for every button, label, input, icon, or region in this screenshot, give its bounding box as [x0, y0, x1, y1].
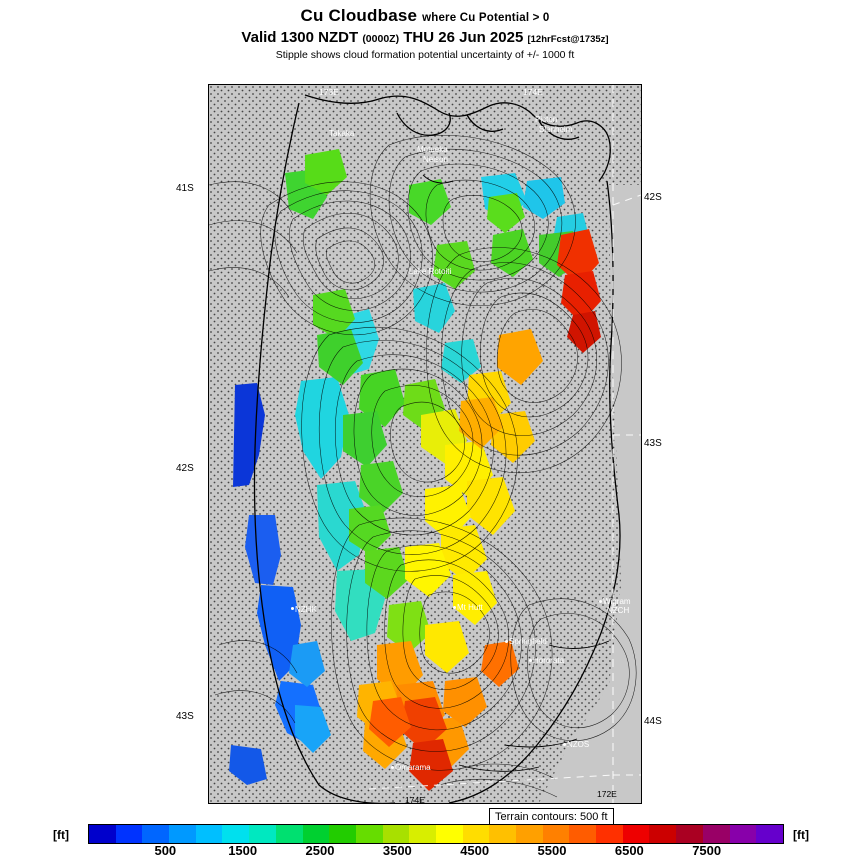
colorbar-cell-22	[676, 825, 703, 843]
axis-label: 42S	[644, 192, 662, 203]
colorbar-cell-10	[356, 825, 383, 843]
place-label-lake-rotoiti: Lake Rotoiti	[409, 267, 452, 276]
colorbar-cell-18	[569, 825, 596, 843]
station-dot-icon	[391, 766, 394, 769]
station-dot-icon	[291, 607, 294, 610]
valid-time-utc: (0000Z)	[362, 33, 400, 45]
colorbar-cell-2	[142, 825, 169, 843]
lon-label-172e: 172E	[597, 789, 617, 799]
colorbar-tick-labels	[88, 843, 784, 859]
colorbar-cell-3	[169, 825, 196, 843]
place-label-omarama: Omarama	[395, 763, 431, 772]
colorbar	[88, 824, 784, 844]
colorbar-cell-11	[383, 825, 410, 843]
place-label-springfield: Springfield	[509, 637, 547, 646]
place-label-mt-hutt: Mt Hutt	[457, 603, 483, 612]
station-dot-icon	[505, 640, 508, 643]
place-label-blenheim: Blenheim	[539, 125, 573, 134]
terrain-contour-note: Terrain contours: 500 ft	[489, 808, 614, 827]
colorbar-unit-left: [ft]	[53, 828, 69, 842]
lon-label-174e: 174E	[523, 87, 543, 97]
colorbar-cell-1	[116, 825, 143, 843]
place-label-nzos: NZOS	[567, 740, 590, 749]
station-dot-icon	[529, 659, 532, 662]
colorbar-cell-0	[89, 825, 116, 843]
lon-label-174e-bottom: 174E	[405, 795, 425, 804]
place-label-wigram: Wigram	[603, 597, 631, 606]
colorbar-cell-5	[222, 825, 249, 843]
place-label-hororata: Hororata	[533, 656, 565, 665]
colorbar-tick: 2500	[305, 843, 335, 858]
title-line-1	[0, 6, 850, 26]
colorbar-cell-7	[276, 825, 303, 843]
place-label-takaka: Takaka	[329, 129, 355, 138]
title-main: Cu Cloudbase	[300, 6, 418, 25]
colorbar-cell-9	[329, 825, 356, 843]
station-dot-icon	[563, 743, 566, 746]
colorbar-cell-6	[249, 825, 276, 843]
axis-label: 42S	[176, 463, 194, 474]
colorbar-tick: 5500	[537, 843, 567, 858]
colorbar-cell-16	[516, 825, 543, 843]
place-label-nelson: Nelson	[423, 155, 448, 164]
colorbar-cell-8	[303, 825, 330, 843]
colorbar-tick: 7500	[692, 843, 722, 858]
axis-label: 41S	[176, 183, 194, 194]
lon-label-173e: 173E	[319, 87, 339, 97]
axis-label: 44S	[644, 716, 662, 727]
station-dot-icon	[453, 606, 456, 609]
axis-label: 43S	[644, 438, 662, 449]
colorbar-tick: 3500	[382, 843, 412, 858]
colorbar-cell-12	[409, 825, 436, 843]
colorbar-cell-23	[703, 825, 730, 843]
place-label-nzhk: NZHK	[295, 605, 317, 614]
title-condition: where Cu Potential > 0	[422, 12, 550, 24]
forecast-map[interactable]	[208, 84, 642, 804]
colorbar-cell-14	[463, 825, 490, 843]
chart-title-block	[0, 0, 850, 61]
place-label-motueka: Motueka	[417, 145, 448, 154]
colorbar-cell-4	[196, 825, 223, 843]
colorbar-cell-21	[649, 825, 676, 843]
colorbar-cell-17	[543, 825, 570, 843]
station-dot-icon	[599, 600, 602, 603]
valid-date: THU 26 Jun 2025	[403, 29, 524, 46]
valid-time: Valid 1300 NZDT	[241, 29, 359, 46]
colorbar-cell-19	[596, 825, 623, 843]
title-line-2	[0, 29, 850, 46]
colorbar-cell-24	[730, 825, 757, 843]
colorbar-tick: 4500	[460, 843, 490, 858]
colorbar-cell-13	[436, 825, 463, 843]
stipple-note: Stipple shows cloud formation potential uncertainty of +/- 1000 ft	[275, 49, 575, 61]
colorbar-cell-25	[756, 825, 783, 843]
colorbar-cell-20	[623, 825, 650, 843]
place-label-picton: Picton	[535, 115, 558, 124]
axis-label: 43S	[176, 711, 194, 722]
map-canvas	[209, 85, 641, 803]
forecast-info: [12hrFcst@1735z]	[527, 34, 609, 45]
colorbar-tick: 1500	[228, 843, 258, 858]
colorbar-tick: 500	[154, 843, 177, 858]
colorbar-tick: 6500	[614, 843, 644, 858]
colorbar-cell-15	[489, 825, 516, 843]
colorbar-unit-right: [ft]	[793, 828, 809, 842]
place-label-nzch: NZCH	[607, 606, 630, 615]
